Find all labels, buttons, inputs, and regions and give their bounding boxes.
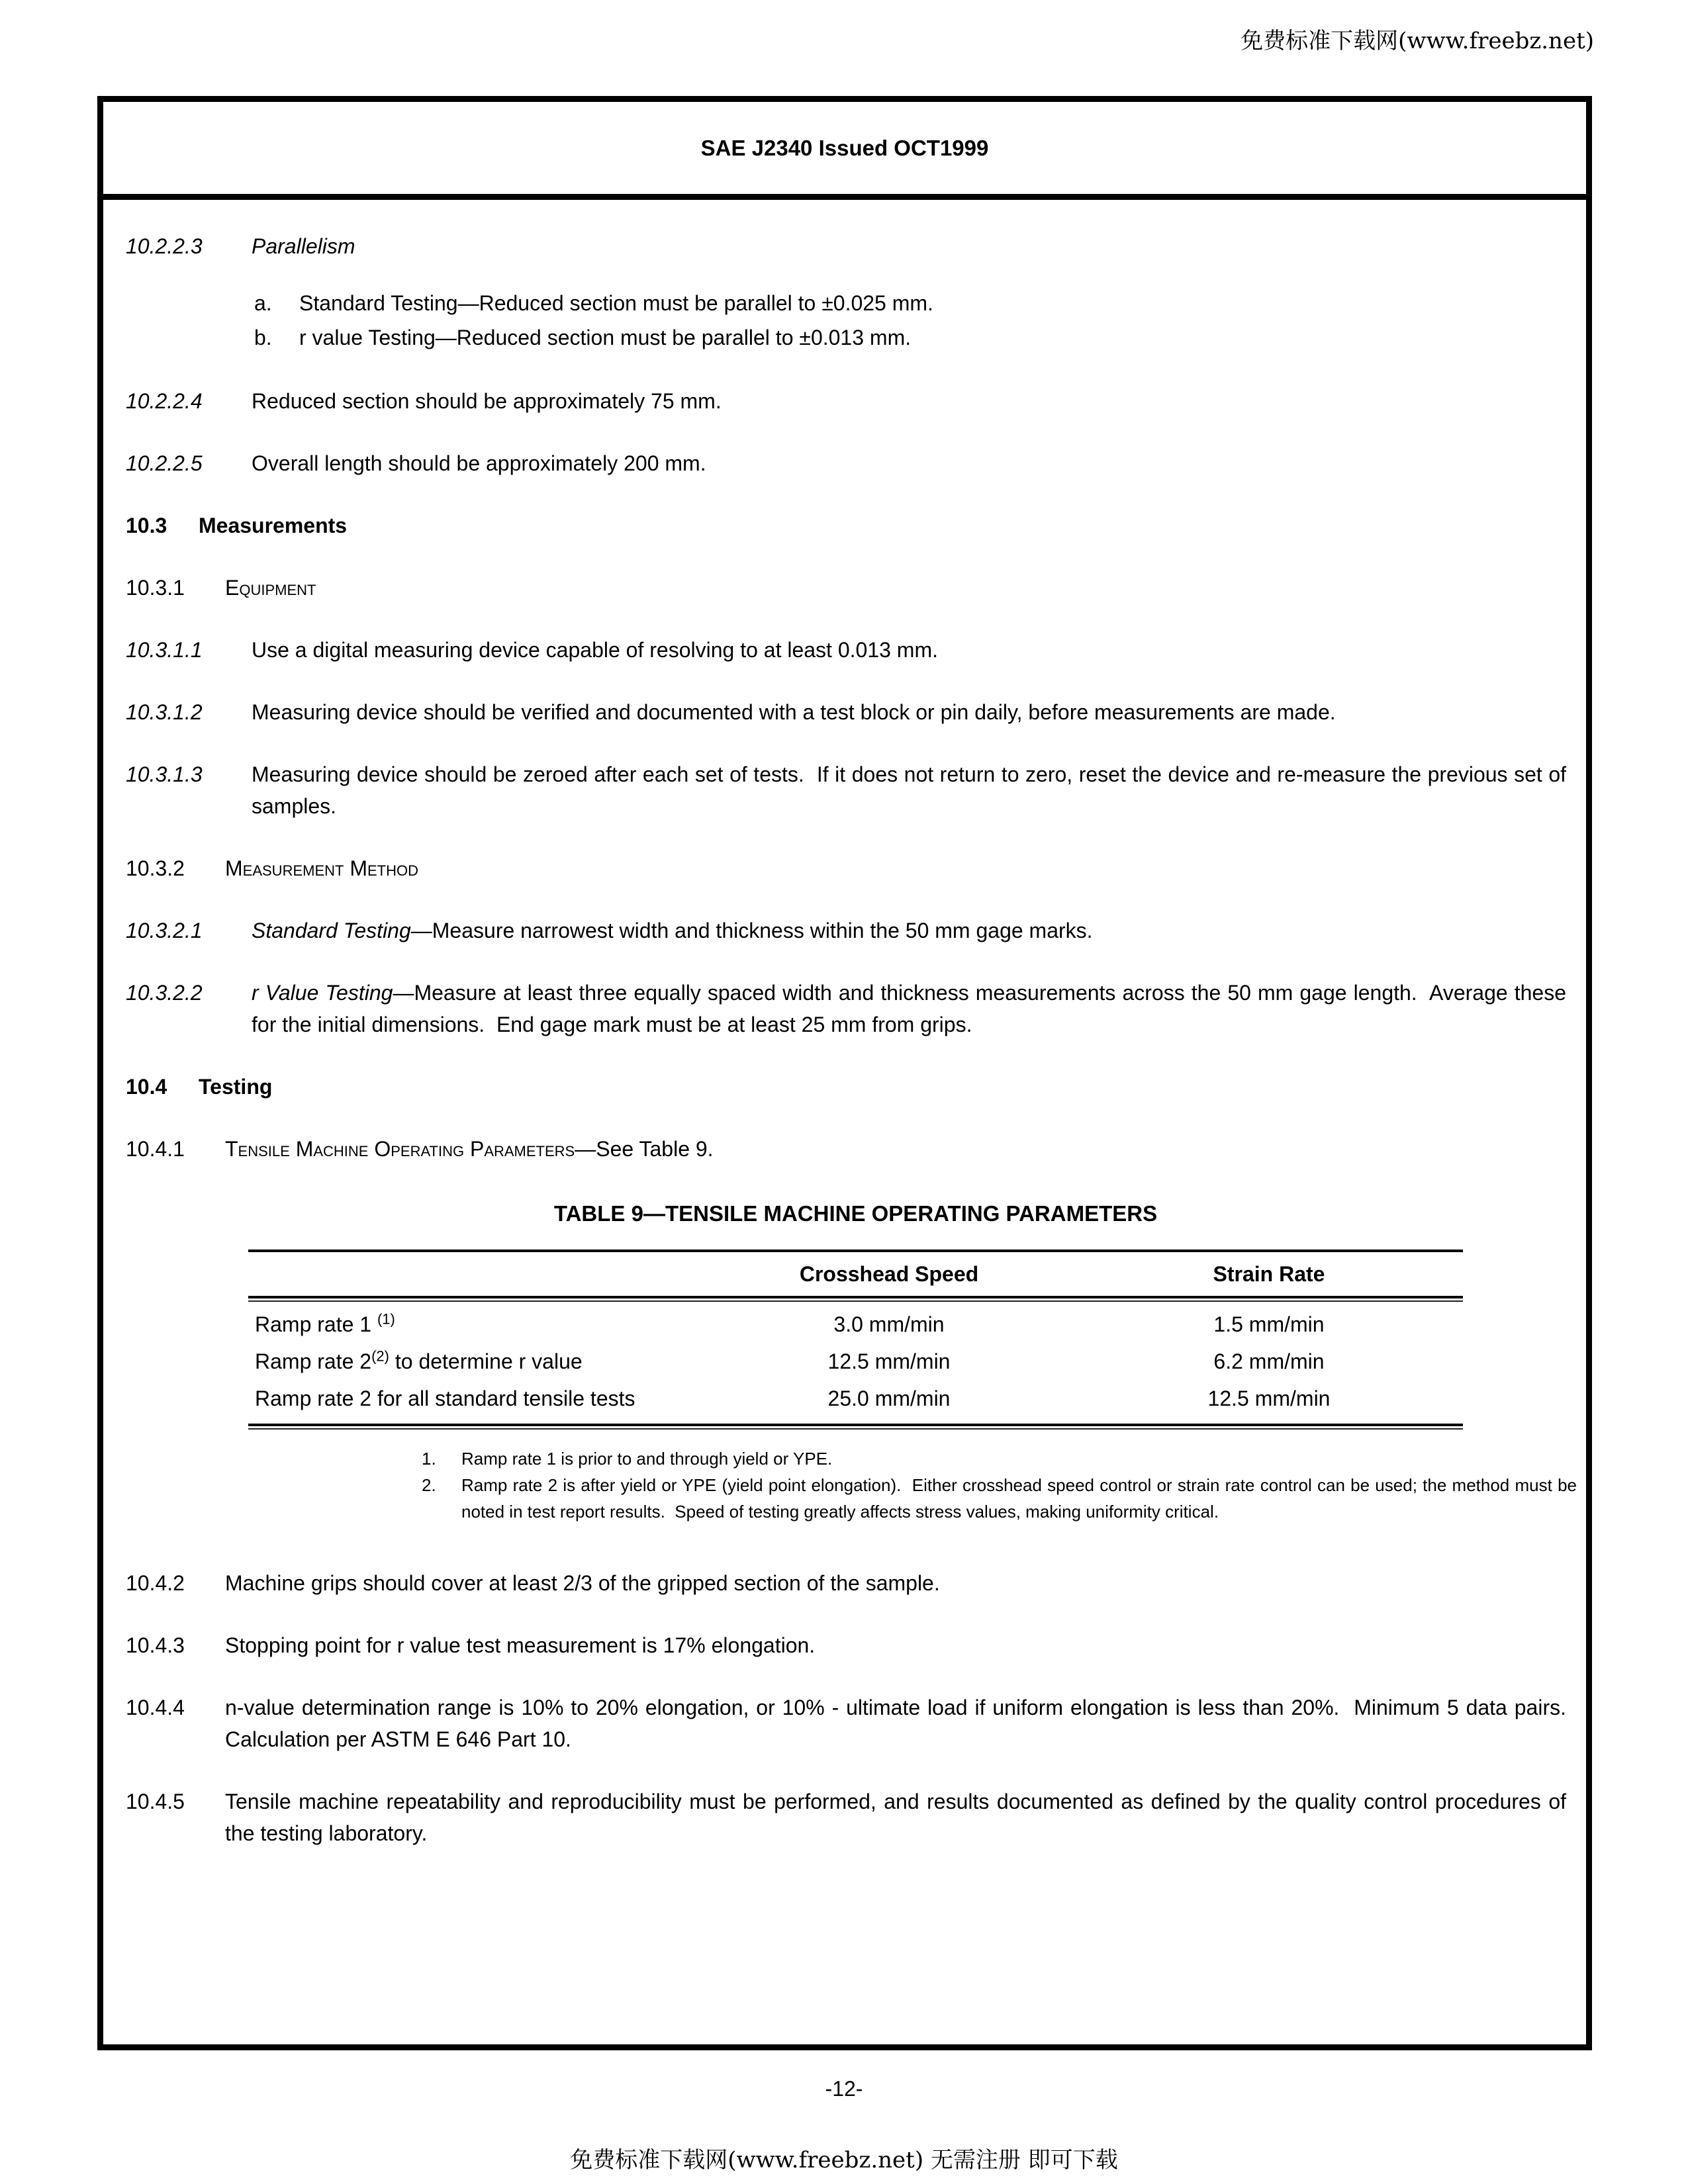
- cell-label: [248, 1383, 703, 1414]
- cell-strain-rate: 1.5 mm/min: [1213, 1312, 1325, 1336]
- list-marker: a.: [254, 291, 272, 315]
- page-number: -12-: [825, 2077, 863, 2101]
- section-title: [225, 1133, 1566, 1165]
- header-cell-strain-rate: Strain Rate: [1213, 1262, 1325, 1286]
- document-title: SAE J2340 Issued OCT1999: [700, 135, 989, 160]
- section-text-rest: —Measure narrowest width and thickness within the 50 mm gage marks.: [410, 919, 1093, 942]
- table9-header-row: [248, 1252, 1463, 1296]
- document-frame: [97, 96, 1592, 2050]
- section-10.4.3: [126, 1629, 1566, 1661]
- site-watermark-top: 免费标准下载网(www.freebz.net): [1241, 28, 1594, 54]
- cell-crosshead-speed: 3.0 mm/min: [833, 1312, 945, 1336]
- section-text: Reduced section should be approximately 75 mm.: [252, 389, 722, 413]
- section-title: Equipment: [225, 576, 316, 600]
- section-number: 10.2.2.4: [126, 389, 203, 413]
- site-watermark-bottom: 免费标准下载网(www.freebz.net) 无需注册 即可下载: [570, 2147, 1118, 2173]
- section-text: Stopping point for r value test measurement is 17% elongation.: [225, 1633, 816, 1657]
- section-10.4.4: [126, 1692, 1578, 1755]
- section-text-rest: —Measure at least three equally spaced width and thickness measurements across the 50 mm gage length. Average these for the initial dimensions. End gage mark must be at least 25 mm from grips.: [252, 981, 1572, 1036]
- table9-body: [248, 1302, 1463, 1424]
- section-text: Overall length should be approximately 200 mm.: [252, 451, 706, 475]
- section-text: Machine grips should cover at least 2/3 of the gripped section of the sample.: [225, 1571, 940, 1595]
- footnote-ref: (2): [371, 1347, 389, 1365]
- section-10.3.1.2: [126, 696, 1566, 728]
- section-10.2.2.3: [126, 230, 1566, 262]
- heading-10.3.1: [126, 572, 1566, 604]
- section-10.3.1.1: [126, 634, 1566, 666]
- section-title: Measurements: [199, 514, 348, 537]
- cell-label: [248, 1308, 703, 1340]
- cell-crosshead-speed: 12.5 mm/min: [827, 1349, 951, 1373]
- cell-strain-rate: 12.5 mm/min: [1207, 1387, 1331, 1410]
- section-text: [252, 977, 1572, 1040]
- table9-footnotes: [422, 1445, 1582, 1525]
- heading-10.4: [126, 1071, 1566, 1103]
- section-10.3.2.2: [126, 977, 1572, 1040]
- footnote-1: [422, 1445, 1577, 1472]
- heading-10.4.1: [126, 1133, 1566, 1165]
- section-number: 10.4.3: [126, 1633, 185, 1657]
- section-10.2.2.4: [126, 385, 1566, 417]
- section-text: Use a digital measuring device capable of resolving to at least 0.013 mm.: [252, 638, 938, 662]
- footnote-text: Ramp rate 2 is after yield or YPE (yield point elongation). Either crosshead speed control or strain rate control can be used; the method must be noted in test report results. Speed of testing greatly affects stress values, making uniformity critical.: [461, 1475, 1582, 1522]
- list-item-b: [254, 320, 1566, 355]
- section-number: 10.3.1.2: [126, 700, 203, 724]
- cell-strain-rate: 6.2 mm/min: [1213, 1349, 1325, 1373]
- section-title: Measurement Method: [225, 856, 418, 880]
- document-header: [103, 102, 1586, 200]
- heading-10.3.2: [126, 852, 1566, 884]
- section-number: 10.3.1.1: [126, 638, 203, 662]
- footnote-text: Ramp rate 1 is prior to and through yield or YPE.: [461, 1449, 833, 1469]
- section-title: Parallelism: [252, 234, 355, 258]
- list-text: Standard Testing—Reduced section must be parallel to ±0.025 mm.: [299, 291, 933, 315]
- section-number: 10.3.2.1: [126, 919, 203, 942]
- section-number: 10.2.2.5: [126, 451, 203, 475]
- cell-label-text: Ramp rate 2: [255, 1349, 372, 1373]
- section-text: n-value determination range is 10% to 20% elongation, or 10% - ultimate load if uniform elongation is less than 20%. Minimum 5 data pairs. Calculation per ASTM E 646 Part 10.: [225, 1696, 1578, 1751]
- section-number: 10.4.5: [126, 1790, 185, 1813]
- header-cell-crosshead-speed: Crosshead Speed: [799, 1262, 979, 1286]
- section-number: 10.4.2: [126, 1571, 185, 1595]
- section-number: 10.3.1.3: [126, 762, 203, 786]
- table-row-ramp-rate-2-standard: [248, 1380, 1463, 1417]
- section-text: Measuring device should be zeroed after each set of tests. If it does not return to zero, reset the device and re-measure the previous set of samples.: [252, 762, 1572, 818]
- section-lead: Standard Testing: [252, 919, 411, 942]
- section-10.3.2.1: [126, 915, 1566, 946]
- cell-label-text: Ramp rate 1: [255, 1312, 377, 1336]
- section-number: 10.3.2: [126, 856, 185, 880]
- document-body: [103, 200, 1586, 1849]
- footnote-number: 1.: [422, 1449, 436, 1469]
- section-number: 10.4.4: [126, 1696, 185, 1719]
- cell-label: [248, 1345, 703, 1377]
- footnote-number: 2.: [422, 1475, 436, 1495]
- table-row-ramp-rate-2-rvalue: [248, 1343, 1463, 1380]
- section-text: Tensile machine repeatability and reproducibility must be performed, and results documented as defined by the quality control procedures of the testing laboratory.: [225, 1790, 1572, 1845]
- table9-header-rule: [248, 1296, 1463, 1302]
- section-10.3.1.3: [126, 758, 1572, 822]
- table-row-ramp-rate-1: [248, 1306, 1463, 1343]
- section-number: 10.3: [126, 514, 167, 537]
- cell-crosshead-speed: 25.0 mm/min: [827, 1387, 951, 1410]
- list-item-a: [254, 286, 1566, 320]
- table9-title: TABLE 9—TENSILE MACHINE OPERATING PARAMETERS: [553, 1201, 1158, 1226]
- section-10.4.2: [126, 1567, 1566, 1599]
- list-marker: b.: [254, 326, 272, 349]
- parallelism-list: [126, 286, 1566, 355]
- section-number: 10.3.2.2: [126, 981, 203, 1005]
- table9-bottom-rule: [248, 1424, 1463, 1430]
- section-number: 10.3.1: [126, 576, 185, 600]
- heading-10.3: [126, 510, 1566, 541]
- section-number: 10.4: [126, 1075, 167, 1099]
- section-title: Testing: [199, 1075, 273, 1099]
- section-number: 10.2.2.3: [126, 234, 203, 258]
- section-10.2.2.5: [126, 447, 1566, 479]
- cell-label-rest: to determine r value: [389, 1349, 583, 1373]
- section-10.4.5: [126, 1786, 1572, 1849]
- list-text: r value Testing—Reduced section must be parallel to ±0.013 mm.: [299, 326, 912, 349]
- section-text-rest: —See Table 9.: [575, 1137, 714, 1161]
- cell-label-text: Ramp rate 2 for all standard tensile tests: [255, 1387, 635, 1410]
- section-number: 10.4.1: [126, 1137, 185, 1161]
- table9: [248, 1198, 1582, 1525]
- footnote-ref: (1): [377, 1310, 395, 1328]
- section-text: [252, 915, 1566, 946]
- section-lead: r Value Testing: [252, 981, 393, 1005]
- section-text: Measuring device should be verified and documented with a test block or pin daily, before measurements are made.: [252, 700, 1336, 724]
- section-lead: Tensile Machine Operating Parameters: [225, 1137, 575, 1161]
- footnote-2: [422, 1472, 1582, 1525]
